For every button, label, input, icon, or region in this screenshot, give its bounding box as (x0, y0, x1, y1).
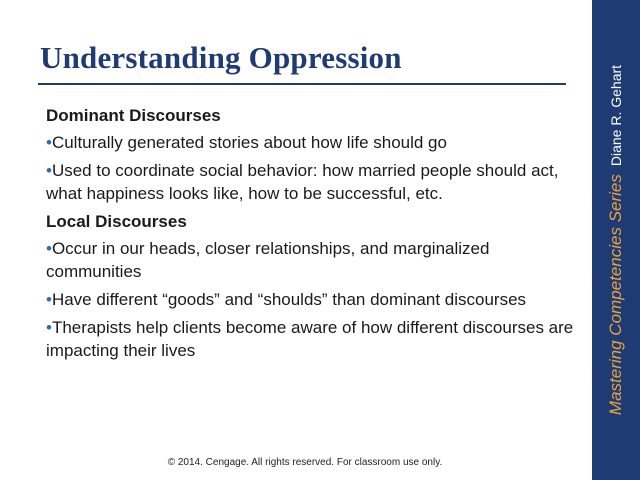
bullet-item (46, 288, 576, 311)
slide-body (46, 104, 576, 367)
bullet-icon: • (46, 290, 52, 309)
bullet-icon: • (46, 161, 52, 180)
bullet-item (46, 131, 576, 154)
sidebar-text (606, 65, 626, 415)
bullet-text: Therapists help clients become aware of how different discourses are impacting their lives (46, 318, 574, 360)
bullet-icon: • (46, 239, 52, 258)
bullet-text: Occur in our heads, closer relationships, and marginalized communities (46, 239, 490, 281)
bullet-text: Culturally generated stories about how life should go (51, 133, 447, 152)
section-heading-local: Local Discourses (46, 212, 187, 231)
slide-title: Understanding Oppression (40, 40, 402, 75)
series-title: Mastering Competencies Series (606, 174, 625, 416)
bullet-item (46, 316, 576, 362)
bullet-item (46, 159, 576, 205)
bullet-text: Have different “goods” and “shoulds” than dominant discourses (51, 290, 527, 309)
copyright-footer: © 2014. Cengage. All rights reserved. For classroom use only. (167, 457, 443, 468)
author-name: Diane R. Gehart (608, 64, 624, 167)
series-sidebar (592, 0, 640, 480)
section-heading-dominant: Dominant Discourses (46, 106, 221, 125)
bullet-text: Used to coordinate social behavior: how married people should act, what happiness looks like, how to be successful, etc. (46, 161, 559, 203)
bullet-icon: • (46, 133, 52, 152)
title-underline (38, 83, 566, 85)
bullet-icon: • (46, 318, 52, 337)
bullet-item (46, 237, 576, 283)
